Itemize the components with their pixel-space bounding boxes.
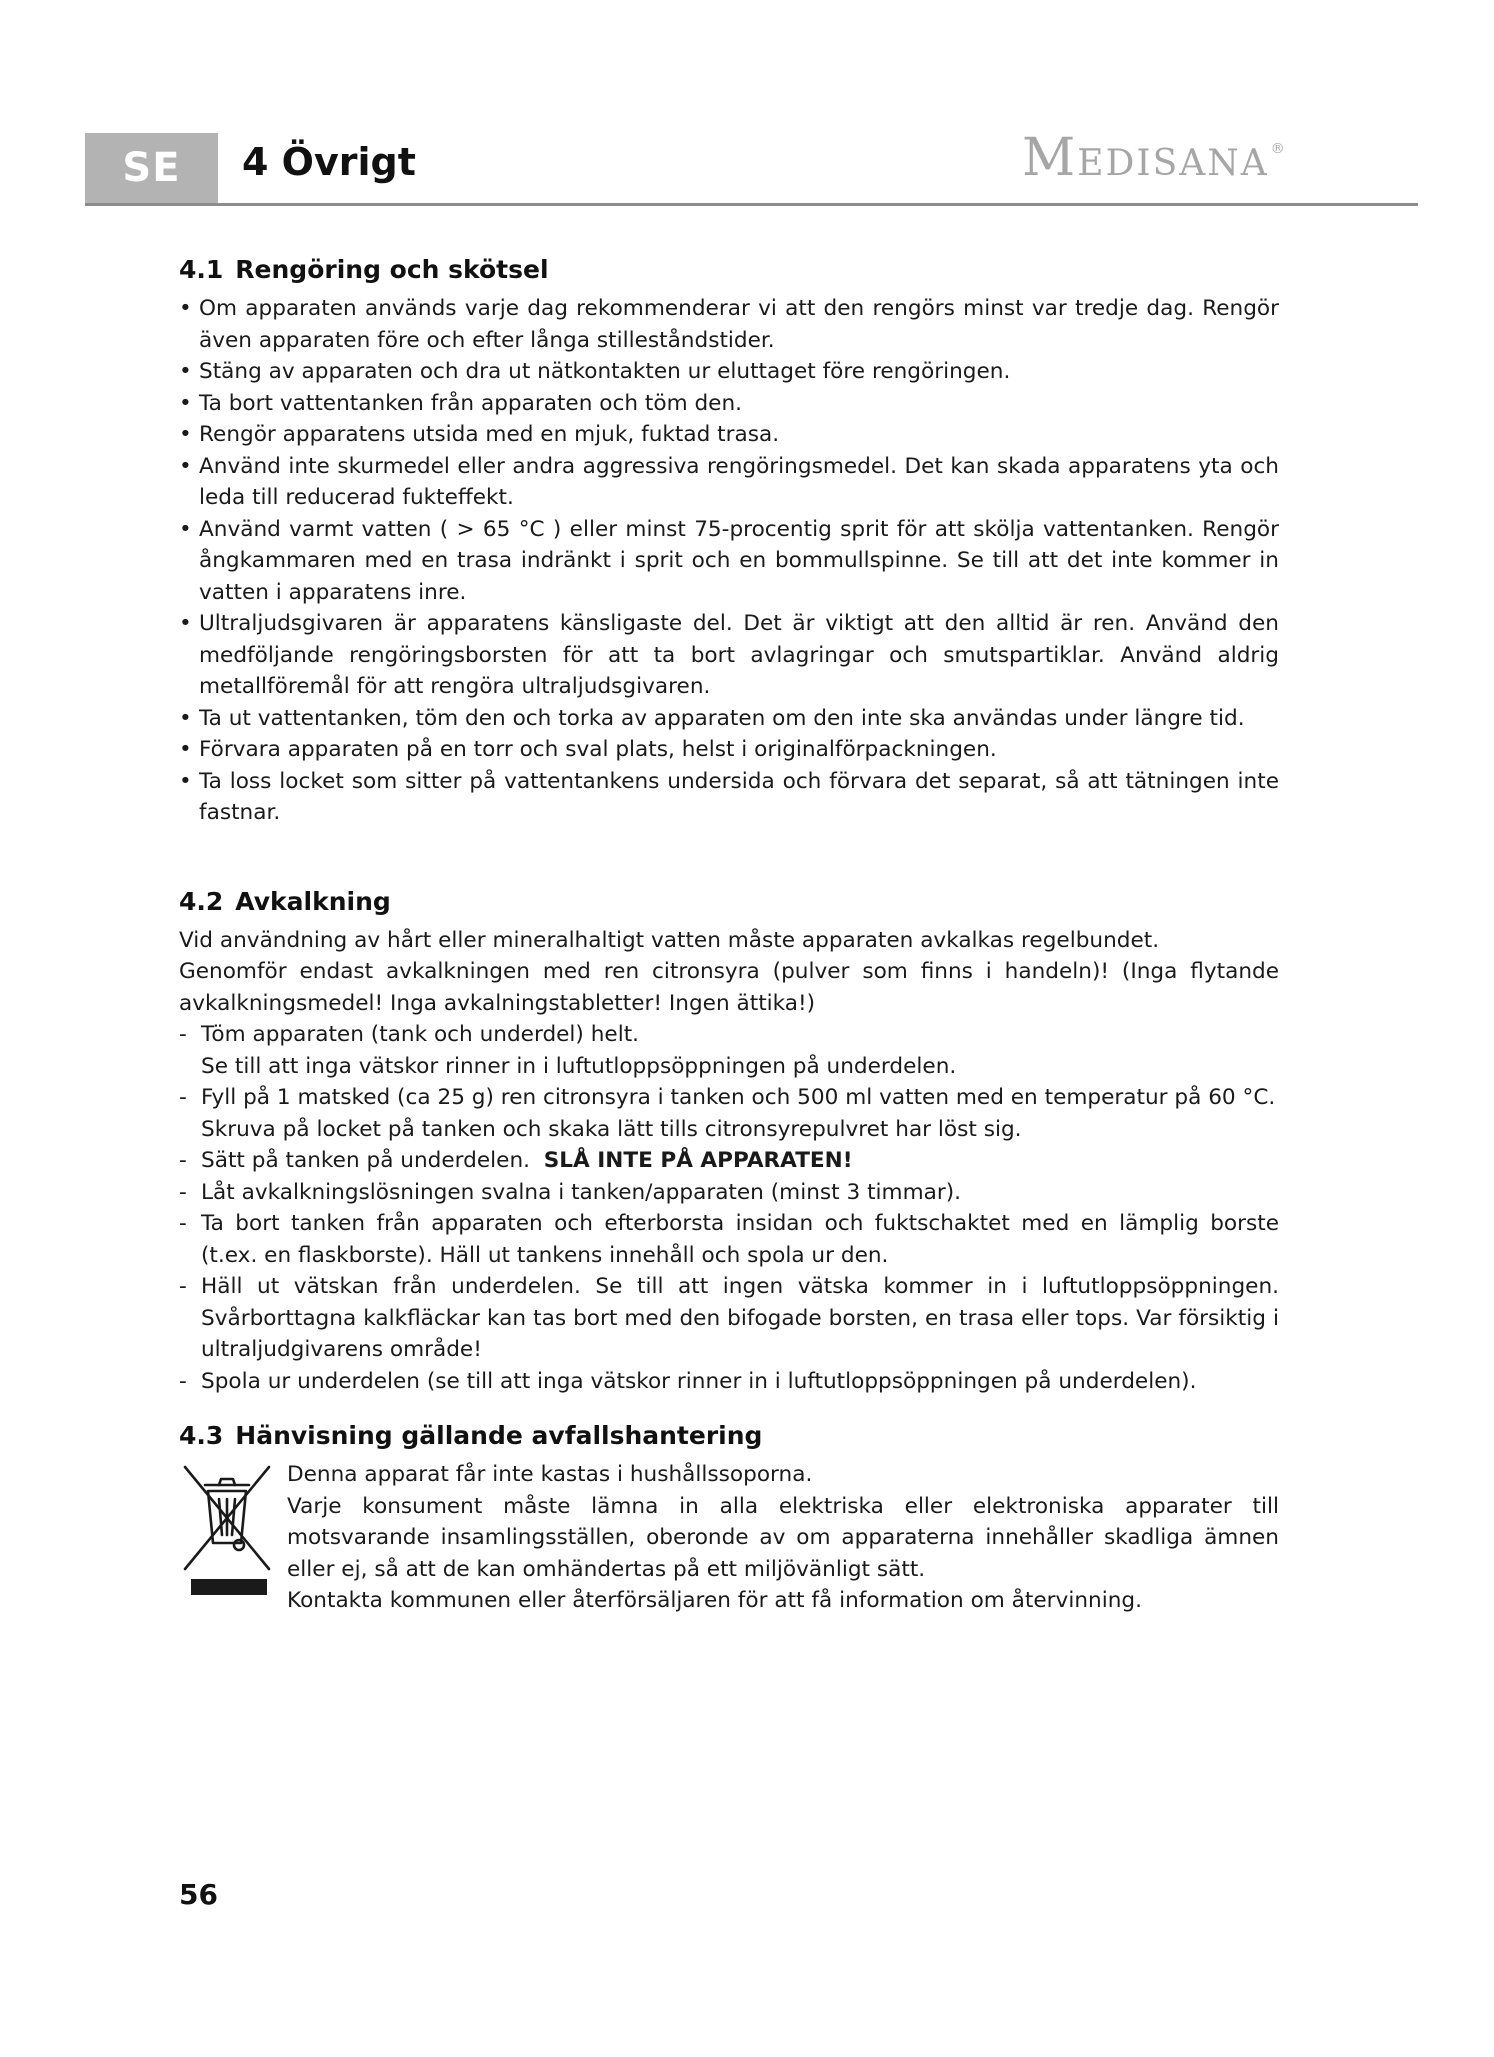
header-rule [85,203,1418,206]
cleaning-list [179,293,1279,829]
section-title: Hänvisning gällande avfallshantering [235,1421,763,1450]
list-item: • Använd varmt vatten ( > 65 °C ) eller minst 75-procentig sprit för att skölja vattentanken. Rengör ångkammaren med en trasa indränkt i sprit och en bommullspinne. Se till att det inte kommer in vatten i apparatens inre. [179,514,1279,609]
section-title: Avkalkning [235,886,391,916]
disposal-line: Varje konsument måste lämna in alla elektriska eller elektroniska apparater till motsvarande insamlingsställen, oberonde av om apparaterna innehåller skadliga ämnen eller ej, så att de kan omhändertas på ett miljövänligt sätt. [287,1493,1279,1582]
list-item: • Använd inte skurmedel eller andra aggressiva rengöringsmedel. Det kan skada apparatens yta och leda till reducerad fukteffekt. [179,451,1279,514]
disposal-block [179,1459,1279,1617]
step-item [179,1082,1279,1145]
list-item: • Rengör apparatens utsida med en mjuk, fuktad trasa. [179,419,1279,451]
descaling-instruction: Genomför endast avkalkningen med ren citronsyra (pulver som finns i handeln)! (Inga flytande avkalkningsmedel! Inga avkalningstabletter! Ingen ättika!) [179,959,1279,1016]
registered-mark: ® [1270,141,1287,157]
page-content [179,253,1279,1617]
page-number: 56 [179,1878,218,1911]
list-item: • Ta ut vattentanken, töm den och torka av apparaten om den inte ska användas under längre tid. [179,703,1279,735]
step-item: - Spola ur underdelen (se till att inga vätskor rinner in i luftutloppsöppningen på underdelen). [179,1366,1279,1398]
step-item: - Låt avkalkningslösningen svalna i tanken/apparaten (minst 3 timmar). [179,1177,1279,1209]
section-number: 4.1 [179,255,224,284]
warning-text: SLÅ INTE PÅ APPARATEN! [543,1148,853,1173]
section-heading [179,885,1279,919]
brand-name: Medisana [1022,128,1269,188]
chapter-title: 4 Övrigt [242,140,416,184]
list-item: • Ultraljudsgivaren är apparatens känsligaste del. Det är viktigt att den alltid är ren. Använd den medföljande rengöringsborsten för att ta bort avlagringar och smutspartiklar. Använd aldrig metallföremål för att rengöra ultraljudsgivaren. [179,608,1279,703]
list-item: • Stäng av apparaten och dra ut nätkontakten ur eluttaget före rengöringen. [179,356,1279,388]
step-text: Se till att inga vätskor rinner in i luftutloppsöppningen på underdelen. [201,1053,957,1079]
list-item: • Ta bort vattentanken från apparaten och töm den. [179,388,1279,420]
section-cleaning [179,253,1279,829]
step-text: Sätt på tanken på underdelen. [201,1148,530,1173]
step-text: - Fyll på 1 matsked (ca 25 g) ren citronsyra i tanken och 500 ml vatten med en temperatur på 60 °C. [201,1085,1276,1110]
section-title: Rengöring och skötsel [235,255,549,284]
descaling-intro: Vid användning av hårt eller mineralhaltigt vatten måste apparaten avkalkas regelbundet. [179,927,1160,953]
disposal-line: Denna apparat får inte kastas i hushållssoporna. [287,1462,813,1487]
step-text: Skruva på locket på tanken och skaka lätt tills citronsyrepulvret har löst sig. [201,1116,1022,1142]
list-item: • Ta loss locket som sitter på vattentankens undersida och förvara det separat, så att tätningen inte fastnar. [179,766,1279,829]
step-item [179,1145,1279,1177]
list-item: • Förvara apparaten på en torr och sval plats, helst i originalförpackningen. [179,734,1279,766]
language-tab: SE [85,133,218,203]
step-item: - Ta bort tanken från apparaten och efterborsta insidan och fuktschaktet med en lämplig borste (t.ex. en flaskborste). Häll ut tankens innehåll och spola ur den. [179,1208,1279,1271]
crossed-out-wheelie-bin-icon [179,1461,287,1611]
disposal-line: Kontakta kommunen eller återförsäljaren för att få information om återvinning. [287,1588,1142,1613]
list-item: • Om apparaten används varje dag rekommenderar vi att den rengörs minst var tredje dag. Rengör även apparaten före och efter långa stilleståndstider. [179,293,1279,356]
section-number: 4.3 [179,1421,224,1450]
step-item: - Häll ut vätskan från underdelen. Se till att ingen vätska kommer in i luftutloppsöppningen. Svårborttagna kalkfläckar kan tas bort med den bifogade borsten, en trasa eller tops. Var försiktig i ultraljudgivarens område! [179,1271,1279,1366]
step-text: - Töm apparaten (tank och underdel) helt. [201,1022,640,1047]
disposal-text [287,1459,1279,1617]
section-disposal [179,1419,1279,1617]
brand-logo [1022,128,1287,188]
section-descaling [179,885,1279,1398]
section-number: 4.2 [179,886,224,916]
section-heading [179,253,1279,287]
section-heading [179,1419,1279,1453]
descaling-steps [179,1019,1279,1397]
step-item [179,1019,1279,1082]
